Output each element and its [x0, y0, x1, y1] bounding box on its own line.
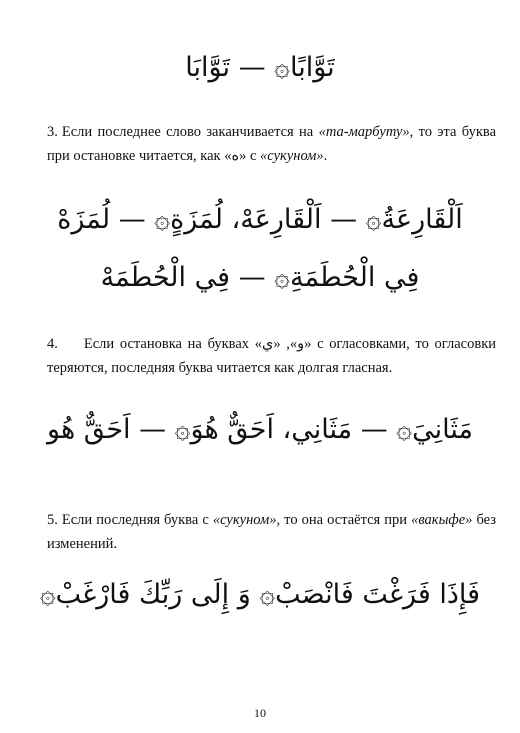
rule-3-paragraph: [47, 120, 496, 168]
rule-3-number: 3.: [47, 124, 58, 140]
rule-3-term-ta-marbuta: «та-марбуту»: [318, 124, 410, 140]
rule-3-term-sukun: «сукуном»: [260, 148, 324, 164]
arabic-example-tawwaban: تَوَّابًا۞ — تَوَّابَا: [185, 52, 335, 83]
arabic-example-faidha: فَإِذَا فَرَغْتَ فَانْصَبْ۞ وَ إِلَى رَبِّكَ فَارْغَبْ۞: [39, 579, 480, 610]
rule-4-paragraph: [47, 332, 496, 380]
rule-3-text-a: Если последнее слово заканчивается на: [61, 124, 319, 140]
arabic-example-alhutama: فِي الْحُطَمَةِ۞ — فِي الْحُطَمَهْ: [100, 262, 420, 293]
rule-5-number: 5.: [47, 512, 58, 528]
rule-5-paragraph: [47, 508, 496, 556]
rule-5-text-c: без изменений.: [47, 512, 496, 552]
rule-3-text-b: , то эта буква при остановке читается, как «ه» с: [47, 124, 496, 164]
rule-5-text-a: Если последняя буква с: [61, 512, 213, 528]
rule-5-term-waqf: «вакыфе»: [411, 512, 473, 528]
arabic-example-mathani: مَثَانِيَ۞ — مَثَانِي، اَحَقٌّ هُوَ۞ — اَحَقٌّ هُو: [47, 414, 473, 445]
rule-3-text-c: .: [323, 148, 328, 164]
rule-4-text: Если остановка на буквах «و», «ي» с огласовками, то огласовки теряются, последняя буква читается как долгая гласная.: [47, 336, 497, 376]
rule-5-text-b: , то она остаётся при: [276, 512, 412, 528]
rule-5-term-sukun: «сукуном»: [212, 512, 277, 528]
page-number: 10: [254, 706, 266, 720]
rule-4-number: 4.: [47, 336, 58, 352]
arabic-example-alqaria: اَلْقَارِعَةُ۞ — اَلْقَارِعَهْ، لُمَزَةٍ۞ — لُمَزَهْ: [57, 204, 463, 235]
